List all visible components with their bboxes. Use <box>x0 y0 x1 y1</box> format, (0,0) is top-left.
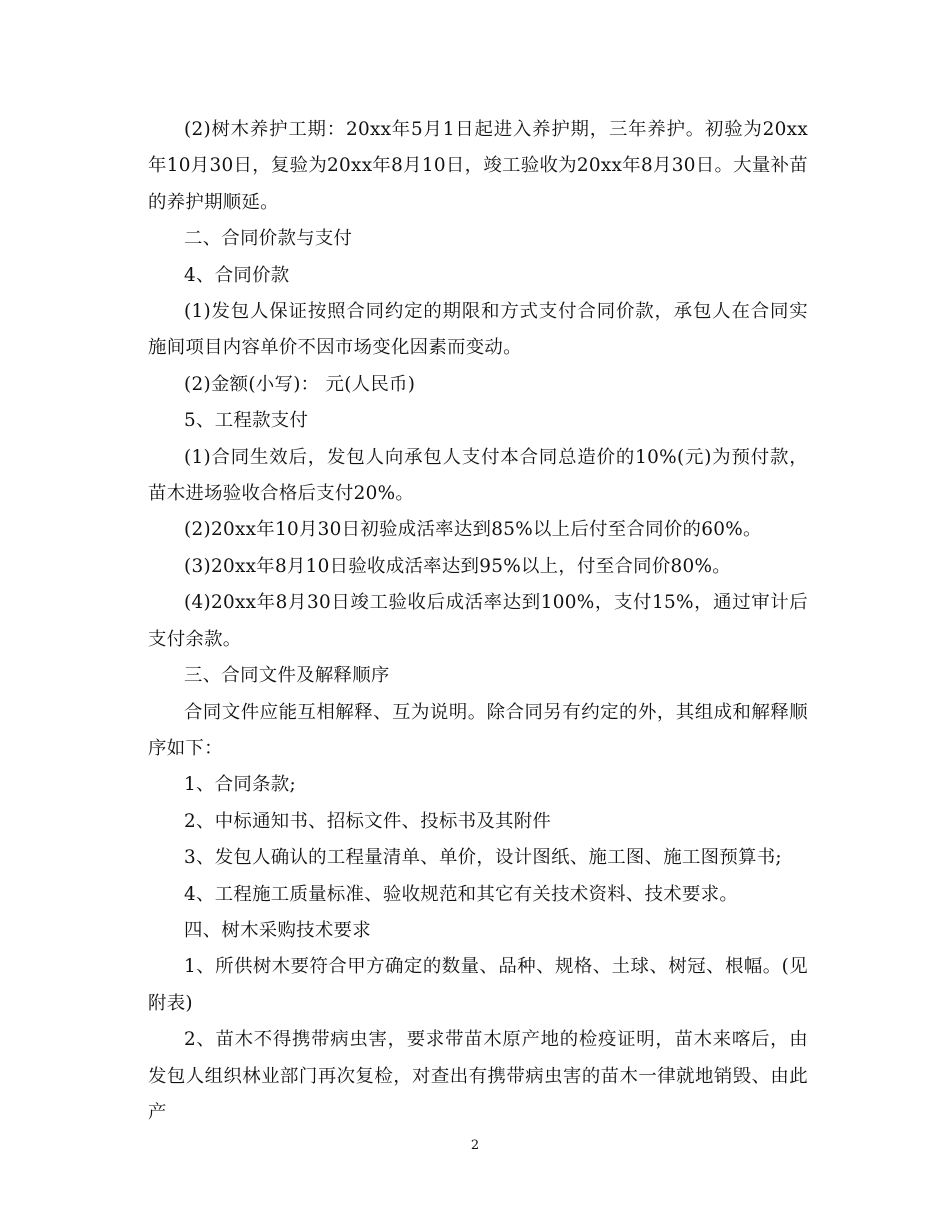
paragraph-payment-1: (1)合同生效后，发包人向承包人支付本合同总造价的10%(元)为预付款，苗木进场验收合格后支付20%。 <box>148 446 808 505</box>
paragraph-requirement-1: 1、所供树木要符合甲方确定的数量、品种、规格、土球、树冠、根幅。(见附表) <box>148 956 808 1014</box>
heading-contract-price-and-payment: 二、合同价款与支付 <box>184 228 353 250</box>
paragraph-payment-4: (4)20xx年8月30日竣工验收后成活率达到100%，支付15%，通过审计后支付余款。 <box>148 592 808 650</box>
paragraph-maintenance-period: (2)树木养护工期：20xx年5月1日起进入养护期，三年养护。初验为20xx年10月30日，复验为20xx年8月10日，竣工验收为20xx年8月30日。大量补苗的养护期顺延。 <box>148 119 808 213</box>
paragraph-requirement-2: 2、苗木不得携带病虫害，要求带苗木原产地的检疫证明，苗木来喀后，由发包人组织林业部门再次复检，对查出有携带病虫害的苗木一律就地销毁、由此产 <box>148 1029 808 1123</box>
paragraph-documents-order: 合同文件应能互相解释、互为说明。除合同另有约定的外，其组成和解释顺序如下： <box>148 701 808 759</box>
subheading-payment: 5、工程款支付 <box>184 410 309 432</box>
heading-contract-documents: 三、合同文件及解释顺序 <box>184 665 390 687</box>
document-body <box>148 112 808 1131</box>
heading-procurement-requirements: 四、树木采购技术要求 <box>184 919 371 941</box>
page-number: 2 <box>470 1138 480 1153</box>
paragraph-payment-2: (2)20xx年10月30日初验成活率达到85%以上后付至合同价的60%。 <box>184 519 762 541</box>
paragraph-payment-3: (3)20xx年8月10日验收成活率达到95%以上，付至合同价80%。 <box>184 555 731 577</box>
list-item-4: 4、工程施工质量标准、验收规范和其它有关技术资料、技术要求。 <box>184 883 739 905</box>
subheading-contract-price: 4、合同价款 <box>184 264 290 286</box>
list-item-2: 2、中标通知书、招标文件、投标书及其附件 <box>184 810 552 832</box>
paragraph-amount: (2)金额(小写)： 元(人民币) <box>184 373 416 395</box>
list-item-1: 1、合同条款; <box>184 774 296 796</box>
list-item-3: 3、发包人确认的工程量清单、单价，设计图纸、施工图、施工图预算书; <box>184 847 782 869</box>
paragraph-price-guarantee: (1)发包人保证按照合同约定的期限和方式支付合同价款，承包人在合同实施间项目内容单价不因市场变化因素而变动。 <box>148 301 808 359</box>
